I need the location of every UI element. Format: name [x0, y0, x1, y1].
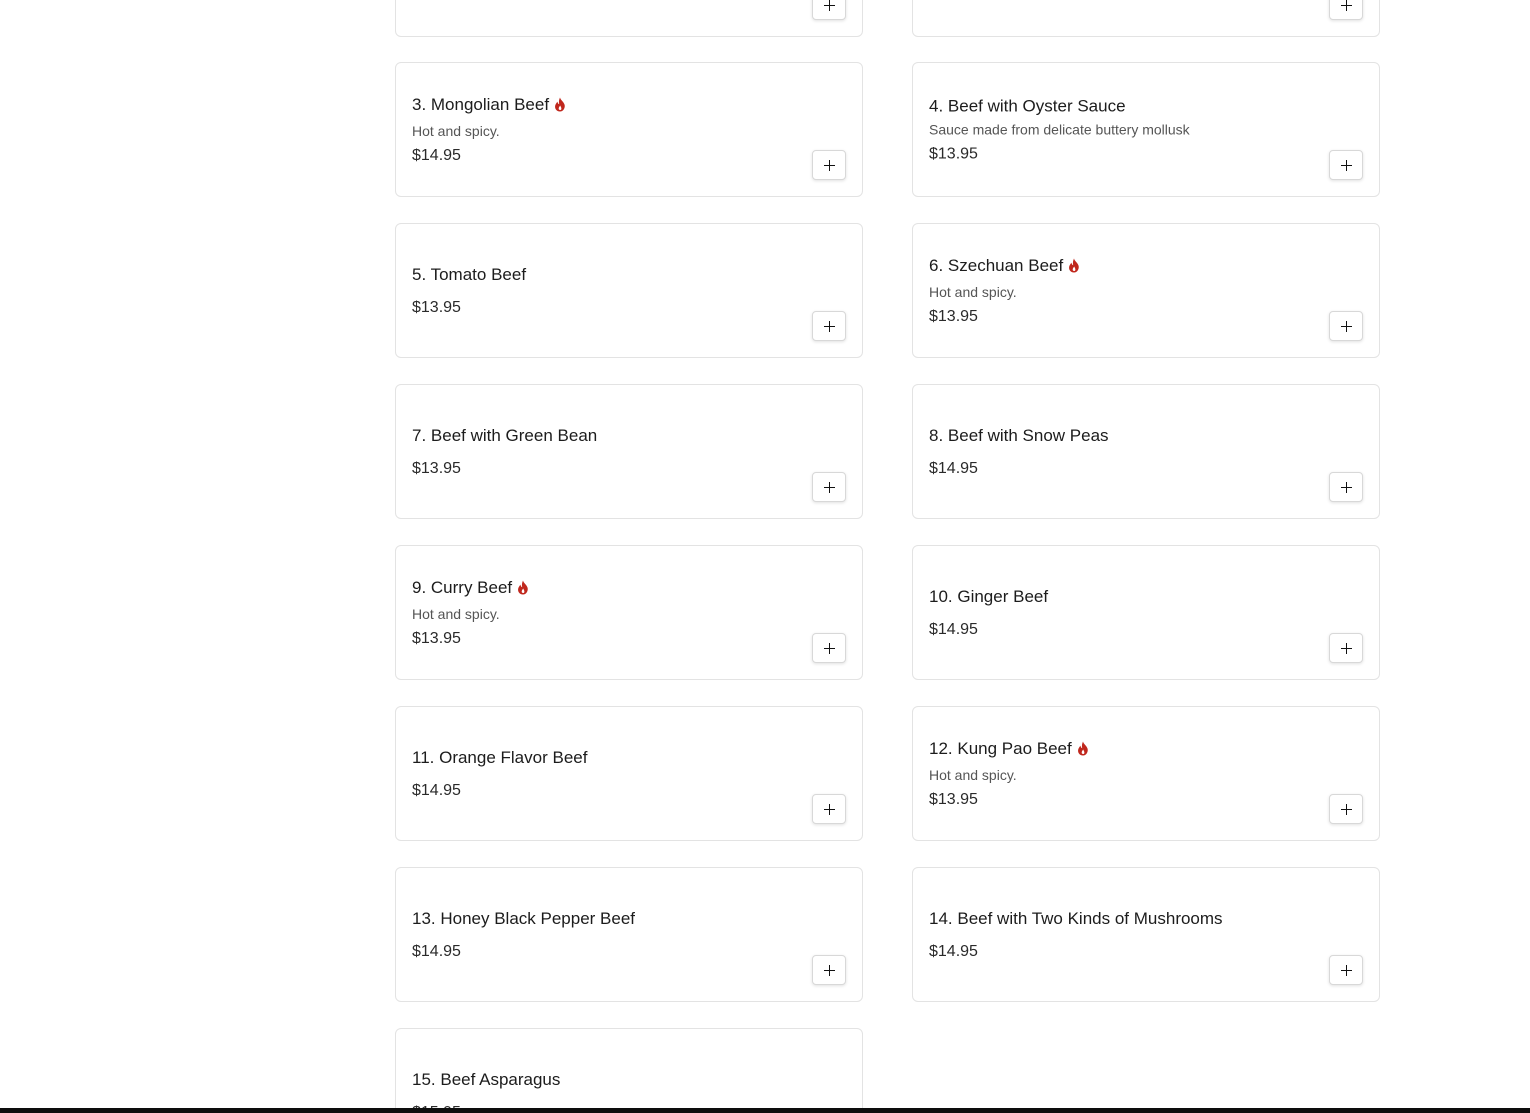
menu-item-info	[412, 1069, 792, 1113]
menu-item-card[interactable]	[912, 384, 1380, 519]
plus-icon	[1341, 965, 1352, 976]
menu-item-name: 9. Curry Beef	[412, 577, 792, 599]
menu-item-description: Sauce made from delicate buttery mollusk	[929, 121, 1190, 137]
menu-item-card[interactable]	[912, 545, 1380, 680]
add-to-cart-button[interactable]	[812, 794, 846, 824]
spicy-flame-icon	[1068, 258, 1080, 273]
plus-icon	[824, 965, 835, 976]
menu-item-info	[929, 425, 1309, 479]
menu-item-card[interactable]	[395, 1028, 863, 1113]
menu-item-card[interactable]	[395, 545, 863, 680]
menu-item-price: $13.95	[929, 145, 978, 162]
plus-icon	[1341, 321, 1352, 332]
menu-item-name: 6. Szechuan Beef	[929, 255, 1309, 277]
menu-item-info	[412, 94, 792, 166]
add-to-cart-button[interactable]	[1329, 0, 1363, 20]
plus-icon	[1341, 160, 1352, 171]
menu-item-price: $13.95	[412, 629, 461, 647]
menu-item-price: $14.95	[929, 942, 978, 960]
menu-item-info	[412, 577, 792, 649]
plus-icon	[1341, 482, 1352, 493]
menu-item-name: 7. Beef with Green Bean	[412, 425, 598, 445]
menu-item-info	[929, 908, 1309, 962]
menu-item-description: Hot and spicy.	[412, 122, 500, 139]
menu-item-description: Hot and spicy.	[412, 605, 500, 622]
menu-item-info	[929, 586, 1309, 640]
menu-item-name: 5. Tomato Beef	[412, 264, 527, 284]
menu-item-name: 8. Beef with Snow Peas	[929, 425, 1109, 445]
menu-item-price: $14.95	[929, 459, 978, 477]
menu-item-price: $14.95	[412, 146, 461, 164]
plus-icon	[824, 0, 835, 11]
plus-icon	[1341, 0, 1352, 11]
menu-item-card[interactable]	[395, 706, 863, 841]
menu-item-info	[929, 738, 1309, 810]
menu-item-card[interactable]	[912, 867, 1380, 1002]
plus-icon	[824, 804, 835, 815]
menu-item-name: 13. Honey Black Pepper Beef	[412, 908, 636, 928]
menu-item-price: $14.95	[929, 620, 978, 638]
plus-icon	[824, 160, 835, 171]
menu-item-info	[412, 425, 792, 479]
menu-item-name: 11. Orange Flavor Beef	[412, 747, 588, 767]
spicy-flame-icon	[554, 97, 566, 112]
add-to-cart-button[interactable]	[1329, 150, 1363, 180]
menu-item-card[interactable]	[912, 706, 1380, 841]
menu-item-name: 15. Beef Asparagus	[412, 1069, 561, 1089]
menu-item-price: $13.95	[929, 307, 978, 325]
menu-item-name: 10. Ginger Beef	[929, 586, 1049, 606]
menu-item-name: 14. Beef with Two Kinds of Mushrooms	[929, 908, 1223, 928]
menu-item-price: $13.95	[412, 298, 461, 316]
menu-item-info	[412, 908, 792, 962]
add-to-cart-button[interactable]	[812, 472, 846, 502]
add-to-cart-button[interactable]	[1329, 311, 1363, 341]
spicy-flame-icon	[517, 580, 529, 595]
menu-item-card[interactable]	[395, 0, 863, 37]
add-to-cart-button[interactable]	[812, 0, 846, 20]
add-to-cart-button[interactable]	[1329, 794, 1363, 824]
add-to-cart-button[interactable]	[812, 150, 846, 180]
add-to-cart-button[interactable]	[812, 633, 846, 663]
menu-item-price: $13.95	[412, 459, 461, 477]
add-to-cart-button[interactable]	[812, 311, 846, 341]
menu-item-price: $13.95	[929, 790, 978, 808]
bottom-bar	[0, 1108, 1530, 1113]
menu-item-card[interactable]	[395, 384, 863, 519]
plus-icon	[1341, 643, 1352, 654]
menu-item-name: 4. Beef with Oyster Sauce	[929, 96, 1126, 115]
menu-item-info	[412, 747, 792, 801]
menu-item-card[interactable]	[395, 867, 863, 1002]
menu-item-card[interactable]	[912, 62, 1380, 197]
plus-icon	[824, 321, 835, 332]
menu-item-card[interactable]	[912, 223, 1380, 358]
plus-icon	[824, 643, 835, 654]
menu-item-card[interactable]	[912, 0, 1380, 37]
add-to-cart-button[interactable]	[1329, 955, 1363, 985]
menu-item-price: $14.95	[412, 942, 461, 960]
menu-item-info	[412, 264, 792, 318]
add-to-cart-button[interactable]	[1329, 472, 1363, 502]
menu-item-card[interactable]	[395, 223, 863, 358]
menu-item-info	[929, 255, 1309, 327]
plus-icon	[824, 482, 835, 493]
add-to-cart-button[interactable]	[1329, 633, 1363, 663]
menu-item-description: Hot and spicy.	[929, 283, 1017, 300]
menu-item-name: 3. Mongolian Beef	[412, 94, 792, 116]
menu-item-price: $14.95	[412, 781, 461, 799]
menu-item-name: 12. Kung Pao Beef	[929, 738, 1309, 760]
menu-item-card[interactable]	[395, 62, 863, 197]
plus-icon	[1341, 804, 1352, 815]
add-to-cart-button[interactable]	[812, 955, 846, 985]
menu-item-info	[929, 95, 1309, 164]
menu-item-description: Hot and spicy.	[929, 766, 1017, 783]
spicy-flame-icon	[1077, 741, 1089, 756]
